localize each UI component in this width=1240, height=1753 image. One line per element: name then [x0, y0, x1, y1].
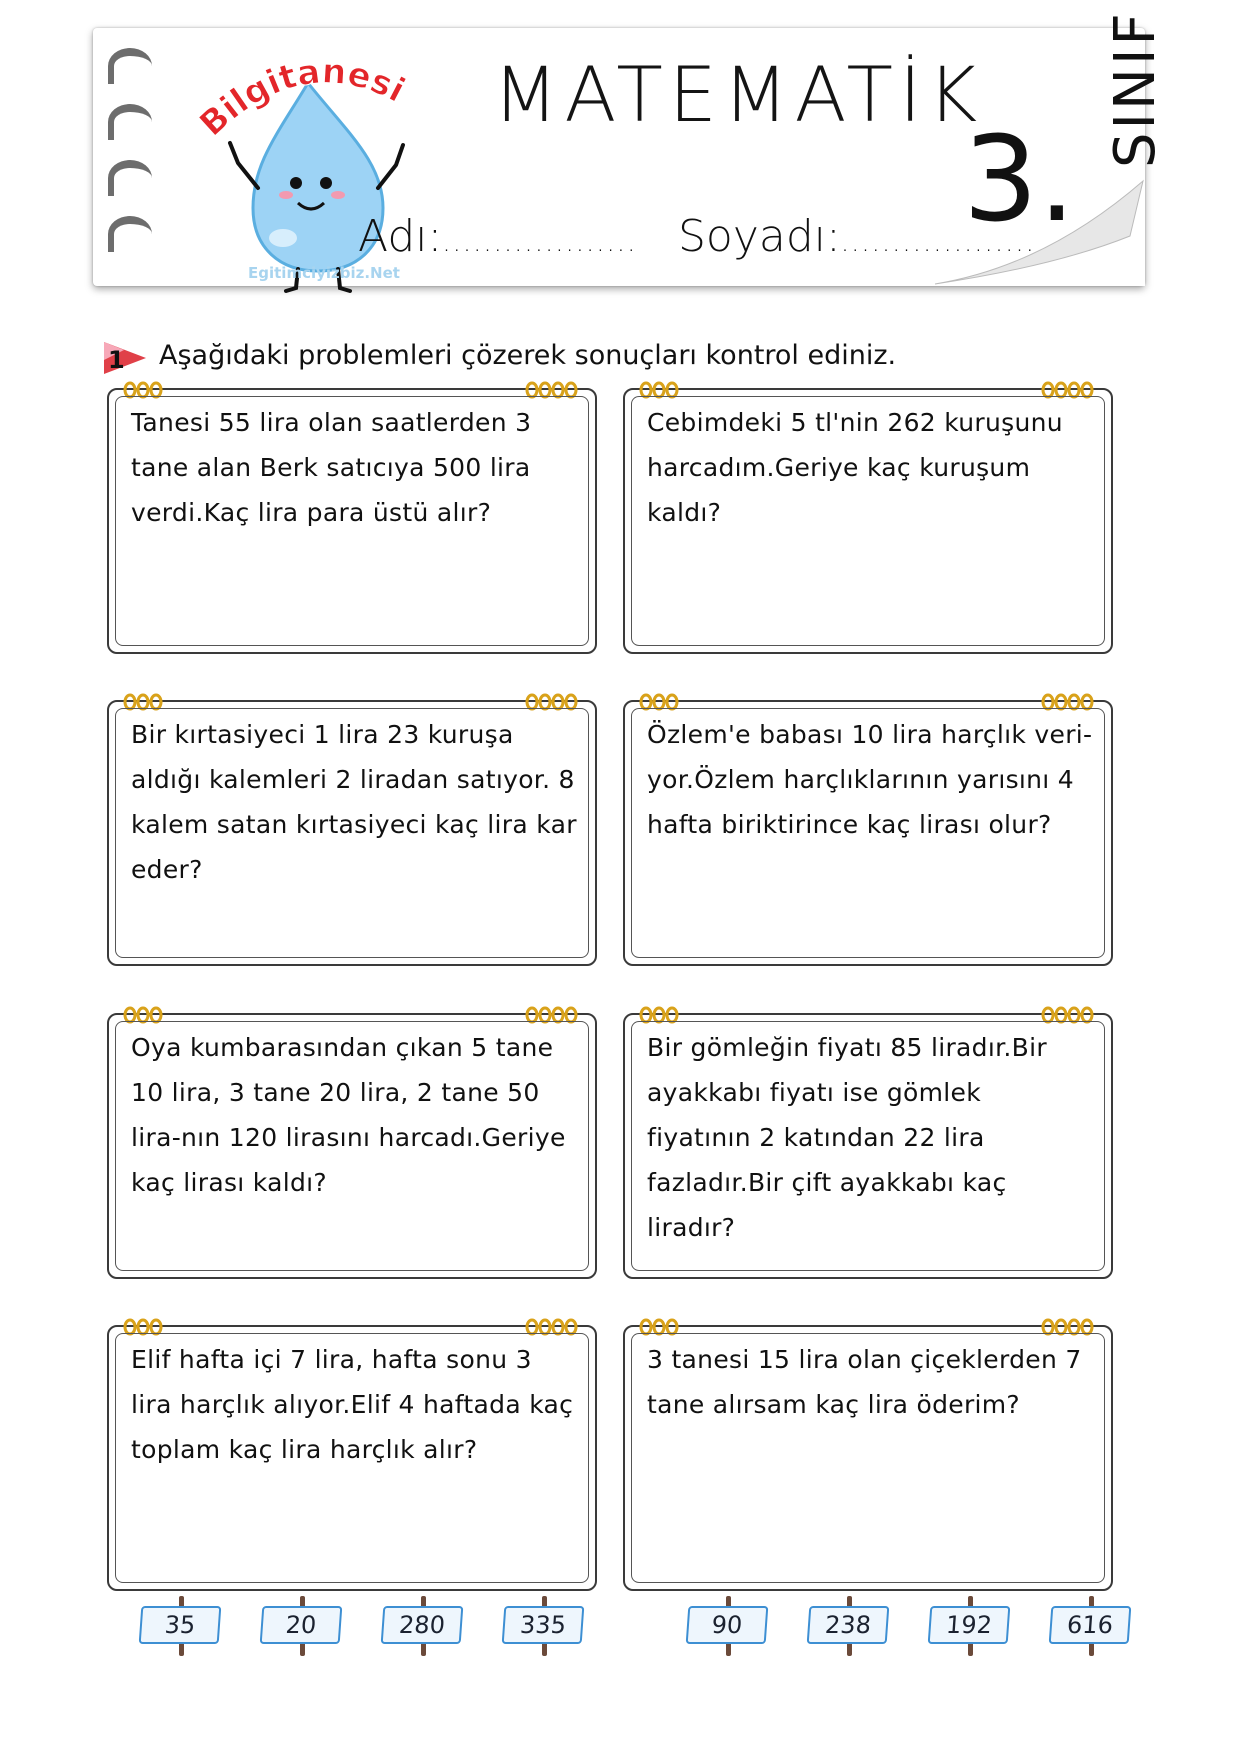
problem-card	[107, 388, 597, 654]
problem-text: Elif hafta içi 7 lira, hafta sonu 3 lira harçlık alıyor.Elif 4 haftada kaç toplam kaç lira harçlık alır?	[131, 1345, 574, 1464]
problem-card	[623, 388, 1113, 654]
problem-text: Bir gömleğin fiyatı 85 liradır.Bir ayakkabı fiyatı ise gömlek fiyatının 2 katından 22 lira fazladır.Bir çift ayakkabı kaç liradır?	[647, 1033, 1047, 1242]
answer-value: 238	[807, 1606, 890, 1644]
answer-sign[interactable]	[808, 1602, 892, 1654]
question-number: 1	[108, 346, 125, 374]
surname-dots: ...................	[840, 228, 1036, 258]
answer-sign[interactable]	[1050, 1602, 1134, 1654]
answer-sign[interactable]	[140, 1602, 224, 1654]
binder-ring	[108, 104, 152, 140]
problem-card	[623, 700, 1113, 966]
binder-ring	[108, 216, 152, 252]
spiral-clip-icon	[525, 380, 581, 400]
answer-value: 192	[928, 1606, 1011, 1644]
spiral-clip-icon	[639, 380, 681, 400]
worksheet-header	[93, 10, 1168, 286]
problem-text: Oya kumbarasından çıkan 5 tane 10 lira, 3 tane 20 lira, 2 tane 50 lira-nın 120 lirasını harcadı.Geriye kaç lirası kaldı?	[131, 1033, 566, 1197]
grade-word: SINIF	[1103, 10, 1168, 168]
spiral-clip-icon	[639, 692, 681, 712]
problem-text: 3 tanesi 15 lira olan çiçeklerden 7 tane alırsam kaç lira öderim?	[647, 1345, 1082, 1419]
answer-sign[interactable]	[382, 1602, 466, 1654]
answer-value: 335	[502, 1606, 585, 1644]
problem-text: Özlem'e babası 10 lira harçlık veri-yor.Özlem harçlıklarının yarısını 4 hafta biriktirince kaç lirası olur?	[647, 720, 1093, 839]
problem-card	[107, 1013, 597, 1279]
question-number-badge	[102, 340, 148, 376]
problem-card	[623, 1325, 1113, 1591]
spiral-clip-icon	[525, 1005, 581, 1025]
spiral-clip-icon	[123, 1317, 165, 1337]
name-dots: ...................	[442, 228, 638, 258]
grade-number: 3.	[963, 110, 1076, 248]
binder-rings	[108, 48, 158, 278]
answer-value: 280	[381, 1606, 464, 1644]
spiral-clip-icon	[639, 1317, 681, 1337]
surname-label: Soyadı:	[678, 211, 841, 262]
problem-card	[107, 700, 597, 966]
answer-sign[interactable]	[929, 1602, 1013, 1654]
problem-text: Cebimdeki 5 tl'nin 262 kuruşunu harcadım.Geriye kaç kuruşum kaldı?	[647, 408, 1063, 527]
problem-text: Tanesi 55 lira olan saatlerden 3 tane alan Berk satıcıya 500 lira verdi.Kaç lira para üstü alır?	[131, 408, 532, 527]
name-field[interactable]	[358, 211, 637, 262]
spiral-clip-icon	[1041, 692, 1097, 712]
logo-text: Bilgitanesi	[191, 51, 412, 145]
spiral-clip-icon	[639, 1005, 681, 1025]
binder-ring	[108, 48, 152, 84]
spiral-clip-icon	[123, 380, 165, 400]
spiral-clip-icon	[1041, 1317, 1097, 1337]
answer-value: 90	[686, 1606, 769, 1644]
bilgitanesi-logo	[158, 43, 503, 303]
answer-sign[interactable]	[261, 1602, 345, 1654]
spiral-clip-icon	[1041, 380, 1097, 400]
logo-site: Egitimciyizbiz.Net	[248, 264, 400, 282]
spiral-clip-icon	[525, 692, 581, 712]
answer-sign[interactable]	[503, 1602, 587, 1654]
spiral-clip-icon	[123, 1005, 165, 1025]
spiral-clip-icon	[525, 1317, 581, 1337]
answer-value: 35	[139, 1606, 222, 1644]
spiral-clip-icon	[123, 692, 165, 712]
answer-value: 616	[1049, 1606, 1132, 1644]
problem-text: Bir kırtasiyeci 1 lira 23 kuruşa aldığı kalemleri 2 liradan satıyor. 8 kalem satan kırtasiyeci kaç lira kar eder?	[131, 720, 577, 884]
spiral-clip-icon	[1041, 1005, 1097, 1025]
name-label: Adı:	[358, 211, 443, 262]
subject-title: MATEMATİK	[492, 50, 984, 139]
answer-sign[interactable]	[687, 1602, 771, 1654]
answer-value: 20	[260, 1606, 343, 1644]
page-curl	[915, 176, 1145, 286]
binder-ring	[108, 160, 152, 196]
instruction-text: Aşağıdaki problemleri çözerek sonuçları kontrol ediniz.	[159, 340, 897, 371]
problem-card	[107, 1325, 597, 1591]
problem-card	[623, 1013, 1113, 1279]
